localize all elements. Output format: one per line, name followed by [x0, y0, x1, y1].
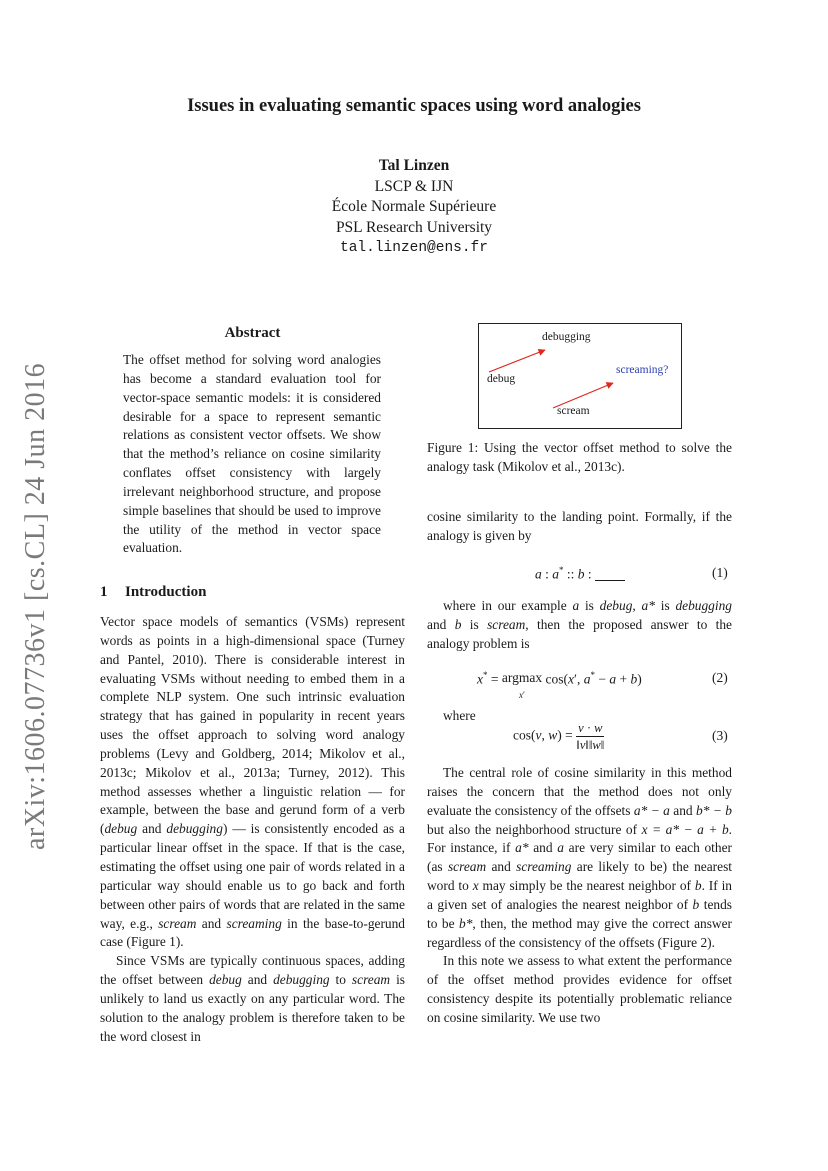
label-debugging: debugging	[542, 331, 591, 343]
arxiv-sidebar	[20, 362, 60, 890]
figure-1-caption	[427, 439, 732, 477]
right-paragraph-text-1: cosine similarity to the landing point. Formally, if the analogy is given by	[427, 509, 732, 543]
author-affiliation: LSCP & IJN	[374, 177, 454, 195]
right-paragraph-2	[427, 597, 732, 654]
equation-1: a : a* :: b :	[535, 565, 625, 583]
author-block	[0, 156, 828, 259]
section-title: Introduction	[125, 584, 207, 600]
author-email[interactable]: tal.linzen@ens.fr	[340, 240, 488, 256]
abstract-paragraph: The offset method for solving word analogies has become a standard evaluation tool for vector-space semantic models: it is considered desirable for a space to represent semantic relations as consistent vector offsets. We show that the method’s reliance on cosine similarity conflates offset consistency with largely irrelevant neighborhood structure, and propose simple baselines that should be used to improve the utility of the method in vector space evaluation.	[123, 352, 381, 556]
section-number: 1	[100, 584, 108, 600]
arxiv-identifier: arXiv:1606.07736v1 [cs.CL] 24 Jun 2016	[20, 362, 51, 850]
intro-body	[100, 613, 405, 1046]
author-name: Tal Linzen	[378, 157, 450, 174]
where-text: where	[443, 708, 476, 723]
equation-2-number: (2)	[712, 670, 728, 685]
abstract-heading: Abstract	[224, 325, 281, 341]
figure-caption-text: Figure 1: Using the vector offset method to solve the analogy task (Mikolov et al., 2013c).	[427, 440, 732, 474]
figure-1	[478, 323, 682, 429]
intro-paragraph-1: Vector space models of semantics (VSMs) represent words as points in a high-dimensional space (Turney and Pantel, 2010). There is considerable interest in evaluating VSMs without needing to embed them in a complete NLP system. One such intrinsic evaluation strategy that has gained in popularity in recent years uses the offset approach to solving word analogy problems (Levy and Goldberg, 2014; Mikolov et al., 2013c; Mikolov et al., 2013a; Turney, 2012). This method assesses whether a linguistic relation — for example, between the base and gerund form of a verb (debug and debugging) — is consistently encoded as a particular linear offset in the space. If that is the case, estimating the offset using one pair of words related in a particular way should enable us to go back and forth between other pairs of words that are related in the same way, e.g., scream and screaming in the base-to-gerund case (Figure 1).	[100, 614, 405, 950]
equation-3: cos(v, w) = $\frac{v \cdot w}{‖v‖‖w‖}$	[513, 721, 605, 752]
right-paragraph-text-3: The central role of cosine similarity in this method raises the concern that the method does not only evaluate the consistency of the offsets a* − a and b* − b but also the neighborhood structure of x = a* − a + b. For instance, if a* and a are very similar to each other (as scream and screaming are likely to be) the nearest word to x may simply be the nearest neighbor of b. If in a given set of analogies the nearest neighbor of b tends to be b*, then, the method may give the correct answer regardless of the consistency of the offsets (Figure 2).	[427, 765, 733, 950]
offset-arrow-debug	[489, 350, 545, 372]
right-paragraph-text-2: where in our example a is debug, a* is debugging and b is scream, then the proposed answer to the analogy problem is	[427, 598, 732, 651]
paper-title: Issues in evaluating semantic spaces using word analogies	[187, 96, 641, 116]
equation-3-number: (3)	[712, 728, 728, 743]
author-university: PSL Research University	[335, 218, 493, 236]
label-scream: scream	[557, 405, 590, 417]
equation-1-number: (1)	[712, 565, 728, 580]
abstract-text	[123, 351, 381, 558]
right-body	[427, 764, 732, 1028]
author-institution: École Normale Supérieure	[331, 198, 497, 215]
right-paragraph-text-4: In this note we assess to what extent the performance of the offset method provides evidence for offset consistency despite its potentially problematic reliance on cosine similarity. We use two	[427, 953, 732, 1025]
label-screaming: screaming?	[616, 364, 669, 376]
label-debug: debug	[487, 373, 516, 385]
equation-2: x* = argmax x′ cos(x′, a* − a + b)	[477, 670, 642, 700]
right-paragraph-1	[427, 508, 732, 546]
intro-paragraph-2: Since VSMs are typically continuous spaces, adding the offset between debug and debugging to scream is unlikely to land us exactly on any particular word. The solution to the analogy problem is therefore taken to be the word closest in	[100, 953, 405, 1044]
section-heading	[100, 584, 206, 601]
